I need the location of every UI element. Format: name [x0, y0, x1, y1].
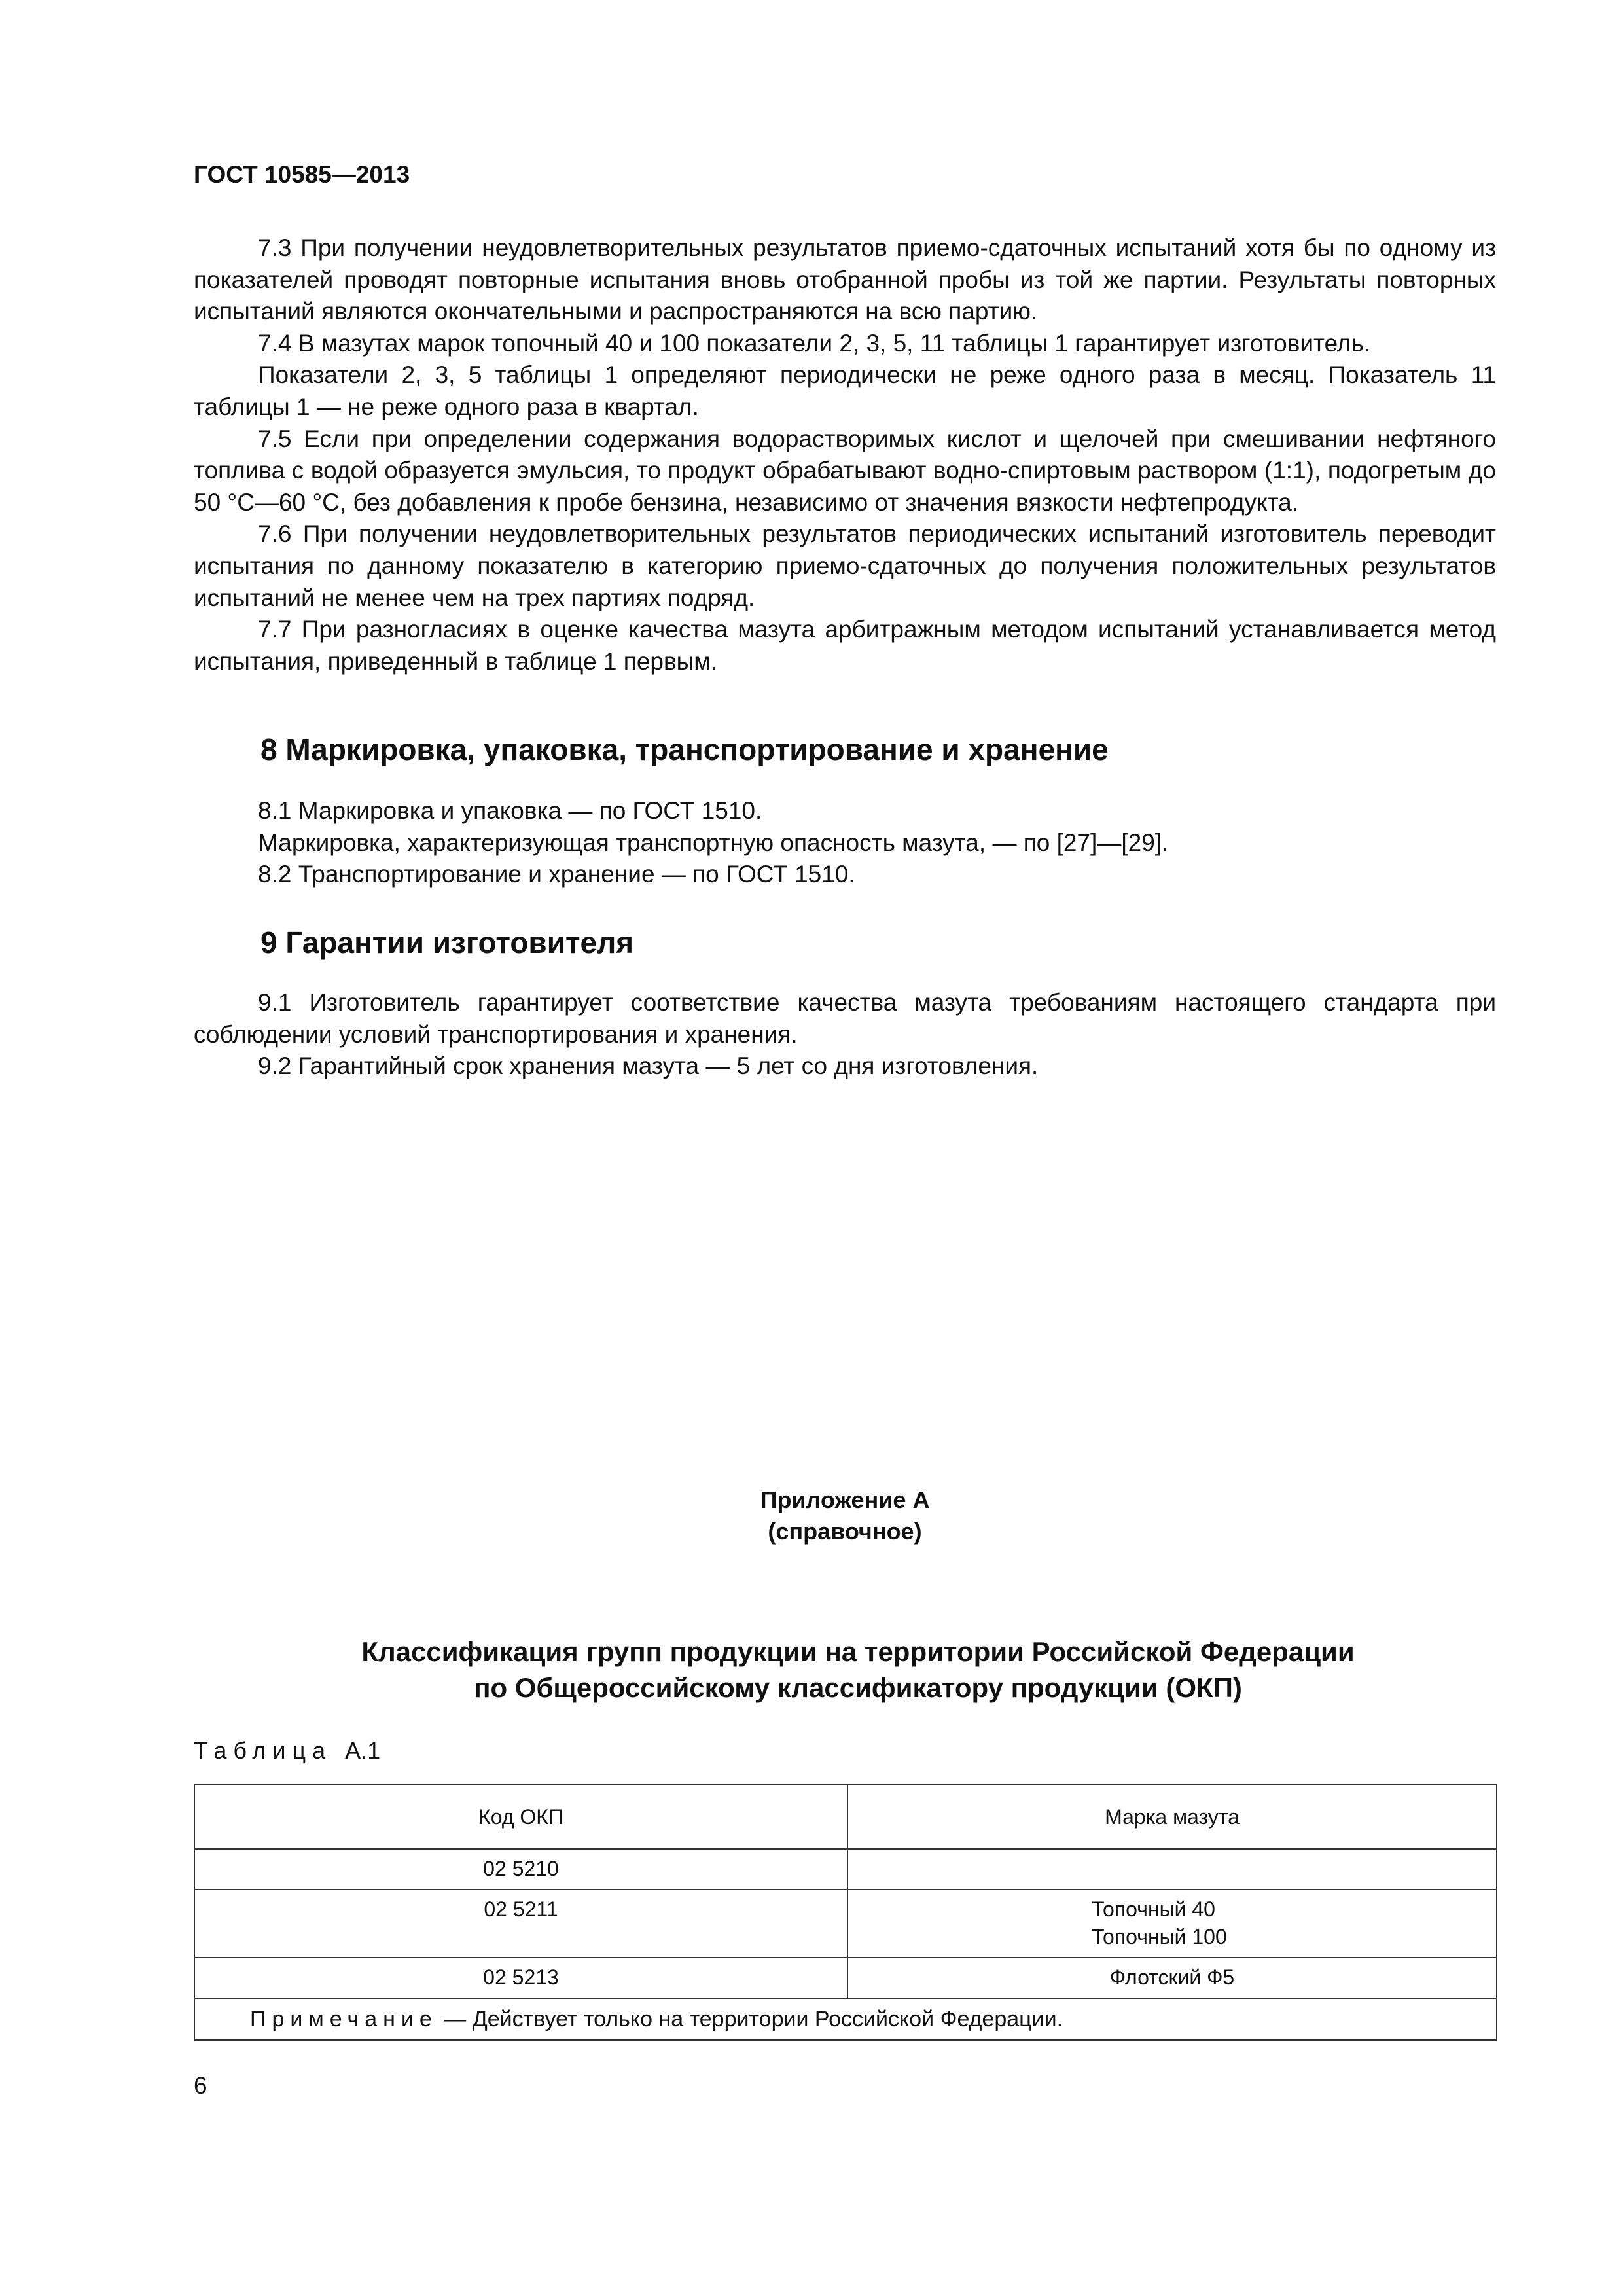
okp-code-cell: 02 5210: [194, 1849, 847, 1890]
document-header: ГОСТ 10585—2013: [194, 161, 410, 188]
section-8-heading: 8 Маркировка, упаковка, транспортирование и хранение: [260, 732, 1109, 766]
table-note-row: [194, 1998, 1497, 2040]
classification-title-line-1: Классификация групп продукции на территории Российской Федерации: [361, 1636, 1355, 1667]
paragraph-9-2: 9.2 Гарантийный срок хранения мазута — 5 лет со дня изготовления.: [258, 1052, 1039, 1080]
table-caption-word: Таблица: [194, 1737, 332, 1764]
page-number: 6: [194, 2072, 207, 2099]
okp-code-cell: 02 5211: [194, 1890, 847, 1958]
paragraph-7-5: 7.5 Если при определении содержания водорастворимых кислот и щелочей при смешивании нефтяного топлива с водой образуется эмульсия, то продукт обрабатывают водно-спиртовым раствором (1:1), подогретым до 50 °С—60 °С, без добавления к пробе бензина, независимо от значения вязкости нефтепродукта.: [194, 425, 1496, 516]
table-row: [194, 1890, 1497, 1958]
section-8-body: [194, 795, 1496, 891]
header-okp-code: Код ОКП: [194, 1785, 847, 1849]
note-text: — Действует только на территории Российской Федерации.: [437, 2006, 1063, 2032]
paragraph-7-6: 7.6 При получении неудовлетворительных результатов периодических испытаний изготовитель переводит испытания по данному показателю в категорию приемо-сдаточных до получения положительных результатов испытаний не менее чем на трех партиях подряд.: [194, 520, 1496, 611]
appendix-subtitle: (справочное): [768, 1518, 922, 1545]
paragraph-7-7: 7.7 При разногласиях в оценке качества мазута арбитражным методом испытаний устанавливается метод испытания, приведенный в таблице 1 первым.: [194, 616, 1496, 675]
table-row: [194, 1958, 1497, 1998]
note-label: Примечание: [250, 2006, 438, 2032]
paragraph-7-4: 7.4 В мазутах марок топочный 40 и 100 показатели 2, 3, 5, 11 таблицы 1 гарантирует изготовитель.: [258, 329, 1371, 357]
paragraph-9-1: 9.1 Изготовитель гарантирует соответствие качества мазута требованиям настоящего стандарта при соблюдении условий транспортирования и хранения.: [194, 989, 1496, 1048]
table-caption: [194, 1737, 380, 1765]
header-fuel-grade: Марка мазута: [847, 1785, 1497, 1849]
paragraph-8-1: 8.1 Маркировка и упаковка — по ГОСТ 1510.: [258, 797, 762, 824]
table-row: [194, 1849, 1497, 1890]
classification-title-line-2: по Общероссийскому классификатору продукции (ОКП): [474, 1672, 1242, 1703]
paragraph-8-1-cont: Маркировка, характеризующая транспортную опасность мазута, — по [27]—[29].: [258, 829, 1169, 856]
paragraph-8-2: 8.2 Транспортирование и хранение — по ГОСТ 1510.: [258, 861, 855, 888]
okp-table: [194, 1784, 1497, 2041]
okp-code-cell: 02 5213: [194, 1958, 847, 1998]
section-7-body: [194, 232, 1496, 677]
paragraph-7-4-cont: Показатели 2, 3, 5 таблицы 1 определяют периодически не реже одного раза в месяц. Показатель 11 таблицы 1 — не реже одного раза в квартал.: [194, 361, 1496, 420]
appendix-title: Приложение А: [760, 1486, 930, 1513]
table-note: [194, 1998, 1497, 2040]
fuel-grade-cell: Флотский Ф5: [847, 1958, 1497, 1998]
section-9-body: [194, 987, 1496, 1083]
fuel-grade-cell: [847, 1890, 1497, 1958]
paragraph-7-3: 7.3 При получении неудовлетворительных результатов приемо-сдаточных испытаний хотя бы по одному из показателей проводят повторные испытания вновь отобранной пробы из той же партии. Результаты повторных испытаний являются окончательными и распространяются на всю партию.: [194, 234, 1496, 325]
section-9-heading: 9 Гарантии изготовителя: [260, 925, 634, 960]
fuel-grade-cell: [847, 1849, 1497, 1890]
table-caption-number: А.1: [345, 1737, 381, 1764]
table-header-row: [194, 1785, 1497, 1849]
fuel-grade: Топочный 40: [1092, 1897, 1215, 1921]
classification-title: [194, 1634, 1522, 1706]
fuel-grade: Топочный 100: [1092, 1925, 1227, 1948]
